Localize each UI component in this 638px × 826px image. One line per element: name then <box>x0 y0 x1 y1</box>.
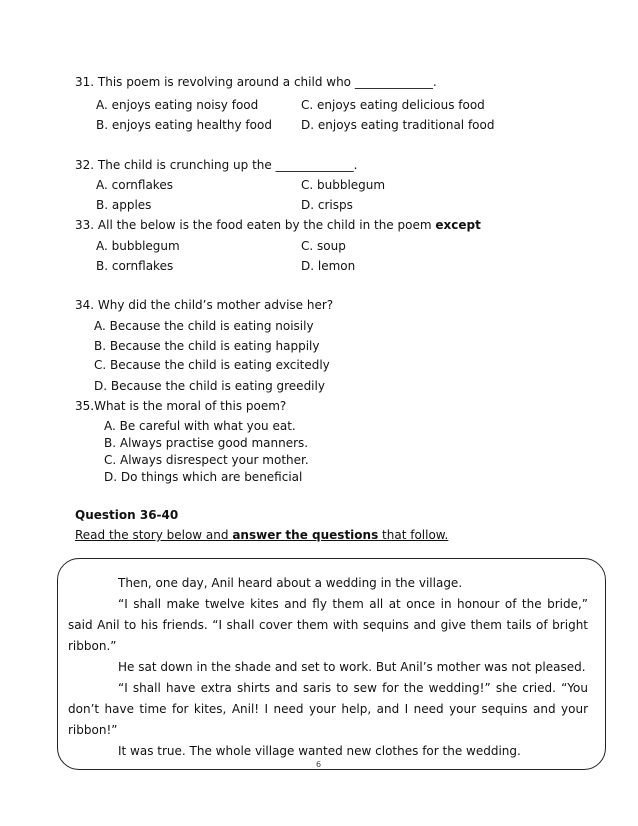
instruction-text-start: Read the story below and <box>75 528 233 542</box>
q33-option-b: B. cornflakes <box>96 259 174 273</box>
story-paragraph-4: “I shall have extra shirts and saris to sew for the wedding!” she cried. “You don’t have time for kites, Anil! I need your help, and I need your sequins and your ribbon!” <box>68 681 588 737</box>
q33-option-d: D. lemon <box>301 259 356 273</box>
q32-option-a: A. cornflakes <box>96 178 173 192</box>
q31-option-c: C. enjoys eating delicious food <box>301 98 485 112</box>
instruction-text-bold: answer the questions <box>232 528 379 542</box>
q35-option-b: B. Always practise good manners. <box>104 436 309 450</box>
q31-option-b: B. enjoys eating healthy food <box>96 118 272 132</box>
story-paragraph-1: Then, one day, Anil heard about a wedding in the village. <box>118 576 463 590</box>
page-number: 6 <box>316 760 322 769</box>
q34-option-a: A. Because the child is eating noisily <box>94 319 314 333</box>
q31-option-d: D. enjoys eating traditional food <box>301 118 495 132</box>
question-33-text: 33. All the below is the food eaten by the child in the poem <box>75 218 436 232</box>
question-32: 32. The child is crunching up the _____________. <box>75 158 358 172</box>
q33-option-a: A. bubblegum <box>96 239 180 253</box>
instruction-text-end: that follow. <box>378 528 449 542</box>
q35-option-c: C. Always disrespect your mother. <box>104 453 309 467</box>
question-34: 34. Why did the child’s mother advise her? <box>75 298 334 312</box>
question-31: 31. This poem is revolving around a child who _____________. <box>75 75 437 89</box>
q32-option-d: D. crisps <box>301 198 353 212</box>
question-33-emphasis: except <box>435 218 481 232</box>
q34-option-b: B. Because the child is eating happily <box>94 339 320 353</box>
story-paragraph-3: He sat down in the shade and set to work. But Anil’s mother was not pleased. <box>118 660 586 674</box>
q34-option-c: C. Because the child is eating excitedly <box>94 358 330 372</box>
story-paragraph-2: “I shall make twelve kites and fly them all at once in honour of the bride,” said Anil to his friends. “I shall cover them with sequins and give them tails of bright ribbon.” <box>68 597 588 653</box>
q31-option-a: A. enjoys eating noisy food <box>96 98 259 112</box>
q34-option-d: D. Because the child is eating greedily <box>94 379 325 393</box>
question-35: 35.What is the moral of this poem? <box>75 399 287 413</box>
q35-option-a: A. Be careful with what you eat. <box>104 419 296 433</box>
section-instruction <box>75 527 448 543</box>
question-33 <box>75 217 481 233</box>
story-paragraph-5: It was true. The whole village wanted new clothes for the wedding. <box>118 744 521 758</box>
q32-option-b: B. apples <box>96 198 152 212</box>
q33-option-c: C. soup <box>301 239 346 253</box>
q32-option-c: C. bubblegum <box>301 178 386 192</box>
q35-option-d: D. Do things which are beneficial <box>104 470 303 484</box>
section-heading: Question 36-40 <box>75 508 179 522</box>
